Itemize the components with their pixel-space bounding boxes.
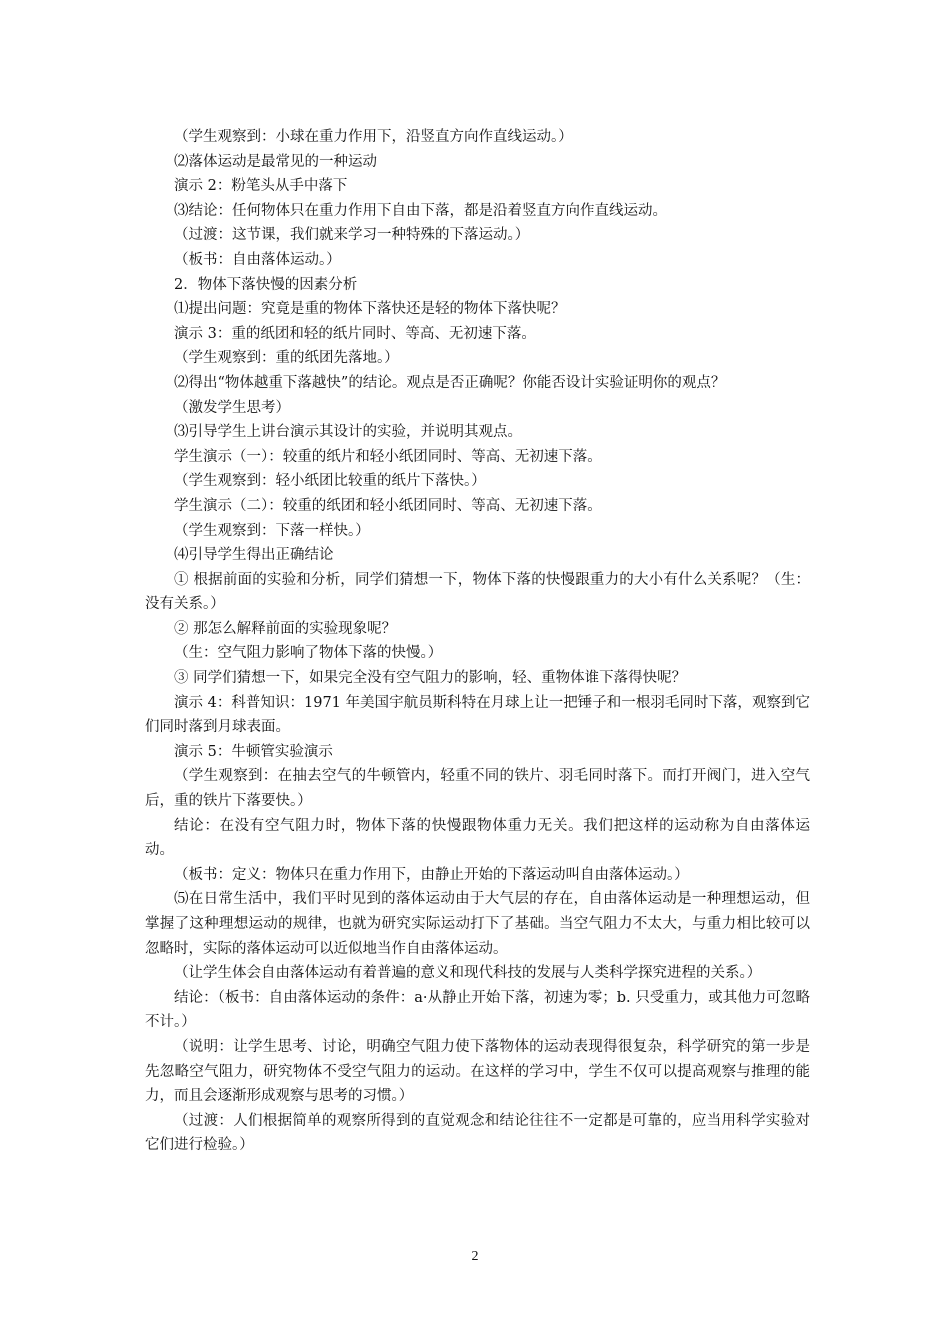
document-body — [145, 125, 810, 1158]
paragraph: ⑵落体运动是最常见的一种运动 — [174, 153, 377, 170]
page-number: 2 — [471, 1249, 479, 1264]
paragraph: ⑵得出“物体越重下落越快”的结论。观点是否正确呢？你能否设计实验证明你的观点？ — [174, 374, 726, 391]
paragraph: 演示 5：牛顿管实验演示 — [174, 743, 333, 760]
paragraph: ⑸在日常生活中，我们平时见到的落体运动由于大气层的存在，自由落体运动是一种理想运动，但掌握了这种理想运动的规律，也就为研究实际运动打下了基础。当空气阻力不太大，与重力相比较可以忽略时，实际的落体运动可以近似地当作自由落体运动。 — [145, 891, 810, 957]
paragraph: 演示 3：重的纸团和轻的纸片同时、等高、无初速下落。 — [174, 325, 536, 342]
paragraph: ⑷引导学生得出正确结论 — [174, 547, 334, 564]
paragraph: （板书：定义：物体只在重力作用下，由静止开始的下落运动叫自由落体运动。） — [174, 866, 689, 883]
paragraph: 结论：在没有空气阻力时，物体下落的快慢跟物体重力无关。我们把这样的运动称为自由落体运动。 — [145, 817, 810, 859]
paragraph: （激发学生思考） — [174, 399, 290, 416]
paragraph: （让学生体会自由落体运动有着普遍的意义和现代科技的发展与人类科学探究进程的关系。） — [174, 965, 762, 982]
paragraph: （学生观察到：下落一样快。） — [174, 522, 370, 539]
paragraph: ② 那怎么解释前面的实验现象呢？ — [174, 620, 397, 637]
paragraph: （学生观察到：轻小纸团比较重的纸片下落快。） — [174, 473, 486, 490]
paragraph: （学生观察到：在抽去空气的牛顿管内，轻重不同的铁片、羽毛同时落下。而打开阀门，进入空气后，重的铁片下落要快。） — [145, 768, 810, 810]
paragraph: （生：空气阻力影响了物体下落的快慢。） — [174, 645, 443, 662]
paragraph: （板书：自由落体运动。） — [174, 251, 341, 268]
paragraph: 学生演示（二）：较重的纸团和轻小纸团同时、等高、无初速下落。 — [174, 497, 602, 514]
paragraph: （过渡：人们根据简单的观察所得到的直觉观念和结论往往不一定都是可靠的，应当用科学实验对它们进行检验。） — [145, 1112, 810, 1154]
paragraph: （学生观察到：重的纸团先落地。） — [174, 350, 399, 367]
section-heading: 2．物体下落快慢的因素分析 — [174, 276, 358, 293]
paragraph: ⑴提出问题：究竟是重的物体下落快还是轻的物体下落快呢？ — [174, 301, 566, 318]
paragraph: ① 根据前面的实验和分析，同学们猜想一下，物体下落的快慢跟重力的大小有什么关系呢？（生：没有关系。） — [145, 571, 810, 613]
paragraph: （说明：让学生思考、讨论，明确空气阻力使下落物体的运动表现得很复杂，科学研究的第一步是先忽略空气阻力，研究物体不受空气阻力的运动。在这样的学习中，学生不仅可以提高观察与推理的能力，而且会逐渐形成观察与思考的习惯。） — [145, 1038, 810, 1105]
paragraph: ⑶结论：任何物体只在重力作用下自由下落，都是沿着竖直方向作直线运动。 — [174, 202, 667, 219]
paragraph: 学生演示（一）：较重的纸片和轻小纸团同时、等高、无初速下落。 — [174, 448, 602, 465]
paragraph: 演示 2：粉笔头从手中落下 — [174, 178, 348, 195]
paragraph: ⑶引导学生上讲台演示其设计的实验，并说明其观点。 — [174, 424, 522, 441]
paragraph: （学生观察到：小球在重力作用下，沿竖直方向作直线运动。） — [174, 129, 573, 145]
paragraph: （过渡：这节课，我们就来学习一种特殊的下落运动。） — [174, 227, 530, 244]
paragraph: 结论：（板书：自由落体运动的条件：a·从静止开始下落，初速为零；b. 只受重力，或其他力可忽略不计。） — [145, 989, 810, 1031]
paragraph: 演示 4：科普知识：1971 年美国宇航员斯科特在月球上让一把锤子和一根羽毛同时下落，观察到它们同时落到月球表面。 — [145, 694, 810, 736]
paragraph: ③ 同学们猜想一下，如果完全没有空气阻力的影响，轻、重物体谁下落得快呢？ — [174, 670, 687, 687]
